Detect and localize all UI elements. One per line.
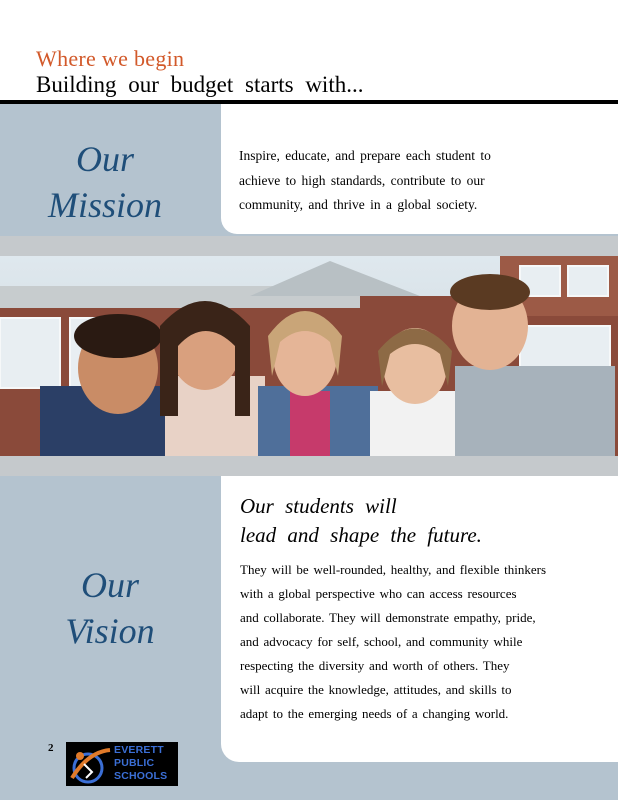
- vision-title-line1: Our: [80, 565, 139, 605]
- vision-title-line2: Vision: [65, 611, 155, 651]
- vision-line: and advocacy for self, school, and community while: [240, 634, 523, 649]
- vision-tagline: [240, 492, 600, 550]
- section-kicker: Where we begin: [36, 46, 185, 71]
- divider-strip-top: [0, 236, 618, 256]
- vision-title: [30, 562, 190, 654]
- logo-line1: EVERETT: [114, 744, 164, 756]
- logo-line2: PUBLIC: [114, 757, 155, 769]
- logo-emblem-icon: [66, 742, 114, 786]
- vision-line: adapt to the emerging needs of a changing world.: [240, 706, 509, 721]
- vision-tagline-line2: lead and shape the future.: [240, 523, 482, 547]
- photo-illustration: [0, 256, 618, 456]
- page-headline: Building our budget starts with...: [36, 72, 364, 97]
- divider-strip-bottom: [0, 456, 618, 476]
- mission-title: [30, 136, 180, 228]
- mission-line: achieve to high standards, contribute to our: [239, 172, 485, 188]
- everett-public-schools-logo: [66, 742, 178, 786]
- logo-line3: SCHOOLS: [114, 770, 168, 782]
- mission-title-line1: Our: [75, 139, 134, 179]
- mission-line: community, and thrive in a global society.: [239, 197, 478, 212]
- vision-line: They will be well-rounded, healthy, and flexible thinkers: [240, 562, 547, 577]
- mission-line: Inspire, educate, and prepare each student to: [239, 148, 491, 163]
- mission-title-line2: Mission: [47, 185, 162, 225]
- vision-statement: [240, 558, 580, 726]
- mission-statement: [239, 144, 539, 218]
- vision-line: and collaborate. They will demonstrate empathy, pride,: [240, 610, 536, 625]
- vision-tagline-line1: Our students will: [240, 494, 397, 518]
- vision-line: will acquire the knowledge, attitudes, and skills to: [240, 682, 512, 697]
- page-number: 2: [48, 742, 54, 754]
- group-of-children-photo: [0, 256, 618, 456]
- vision-line: with a global perspective who can access resources: [240, 586, 517, 601]
- vision-line: respecting the diversity and worth of others. They: [240, 658, 510, 673]
